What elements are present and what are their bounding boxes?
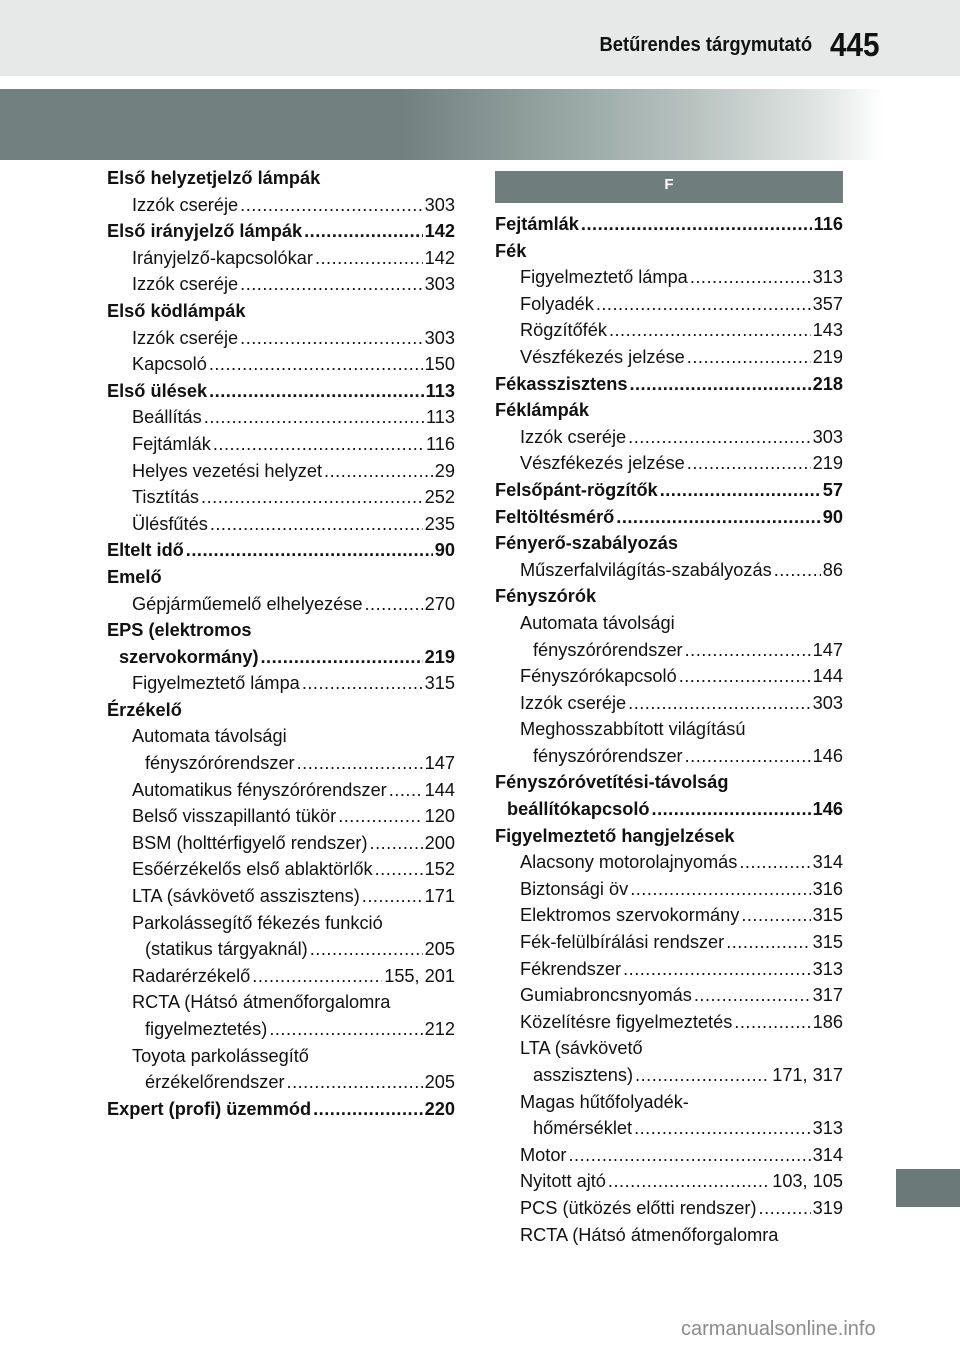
leader-dots	[240, 192, 423, 219]
leader-dots	[261, 644, 423, 671]
index-subentry	[495, 956, 843, 983]
leader-dots	[609, 317, 811, 344]
index-subentry	[107, 723, 455, 750]
index-subentry	[495, 1089, 843, 1116]
entry-page-ref: 90	[822, 506, 843, 527]
entry-term: Fékrendszer	[520, 958, 622, 979]
leader-dots	[209, 378, 424, 405]
entry-page-ref: 357	[812, 293, 843, 314]
leader-dots	[628, 690, 811, 717]
entry-page-ref: 90	[434, 540, 455, 561]
entry-page-ref: 235	[424, 513, 455, 534]
entry-term: Nyitott ajtó	[520, 1171, 606, 1192]
entry-term: Automata távolsági	[132, 726, 287, 747]
entry-term: Rögzítőfék	[520, 320, 607, 341]
index-subentry	[495, 637, 843, 664]
entry-term: Eltelt idő	[107, 540, 184, 561]
index-heading	[495, 823, 843, 850]
index-heading	[107, 1096, 455, 1123]
entry-term: BSM (holttérfigyelő rendszer)	[132, 832, 368, 853]
entry-term: Vészfékezés jelzése	[520, 453, 685, 474]
index-subentry	[107, 192, 455, 219]
entry-term: beállítókapcsoló	[507, 799, 650, 820]
leader-dots	[338, 803, 422, 830]
index-subentry	[495, 557, 843, 584]
leader-dots	[634, 1115, 811, 1142]
leader-dots	[726, 929, 810, 956]
entry-page-ref: 116	[426, 433, 455, 454]
entry-term: LTA (sávkövető	[520, 1038, 643, 1059]
index-heading	[495, 530, 843, 557]
index-subentry	[107, 351, 455, 378]
entry-page-ref: 317	[812, 985, 843, 1006]
index-subentry	[107, 404, 455, 431]
entry-page-ref: 147	[424, 753, 455, 774]
index-subentry	[495, 1009, 843, 1036]
index-subentry	[107, 271, 455, 298]
index-subentry	[107, 511, 455, 538]
entry-term: EPS (elektromos	[107, 620, 252, 641]
leader-dots	[269, 1016, 422, 1043]
entry-page-ref: 155, 201	[384, 965, 455, 986]
entry-term: Gépjárműemelő elhelyezése	[132, 593, 363, 614]
index-heading	[495, 769, 843, 796]
entry-term: Esőérzékelős első ablaktörlők	[132, 859, 373, 880]
leader-dots	[210, 511, 423, 538]
entry-page-ref: 152	[424, 859, 455, 880]
entry-page-ref: 116	[813, 214, 843, 234]
index-subentry	[107, 803, 455, 830]
entry-term: Automatikus fényszórórendszer	[132, 779, 387, 800]
index-subentry	[495, 424, 843, 451]
index-subentry	[495, 1142, 843, 1169]
entry-page-ref: 315	[812, 905, 843, 926]
entry-page-ref: 171, 317	[772, 1065, 843, 1085]
index-subentry	[495, 1035, 843, 1062]
leader-dots	[687, 344, 811, 371]
index-subentry	[107, 431, 455, 458]
index-subentry	[495, 716, 843, 743]
entry-term: Közelítésre figyelmeztetés	[520, 1011, 733, 1032]
entry-term: Első ködlámpák	[107, 300, 246, 321]
leader-dots	[313, 1096, 423, 1123]
entry-page-ref: 57	[822, 479, 843, 500]
leader-dots	[623, 956, 811, 983]
decorative-gradient-band	[0, 89, 960, 160]
index-subentry	[107, 883, 455, 910]
leader-dots	[213, 431, 424, 458]
entry-term: LTA (sávkövető asszisztens)	[132, 886, 360, 907]
leader-dots	[608, 1168, 770, 1195]
index-subentry	[107, 777, 455, 804]
leader-dots	[310, 936, 423, 963]
index-subentry	[495, 982, 843, 1009]
entry-page-ref: 303	[424, 327, 455, 348]
index-subentry	[107, 856, 455, 883]
entry-term: Expert (profi) üzemmód	[107, 1098, 312, 1119]
entry-page-ref: 303	[812, 426, 843, 447]
entry-term: Fényszórók	[495, 586, 597, 607]
index-subentry	[107, 1016, 455, 1043]
index-heading	[107, 378, 455, 405]
entry-page-ref: 219	[424, 646, 455, 667]
entry-term: Automata távolsági	[520, 612, 675, 633]
leader-dots	[209, 351, 423, 378]
leader-dots	[389, 777, 423, 804]
entry-term: Vészfékezés jelzése	[520, 346, 685, 367]
entry-page-ref: 212	[424, 1019, 455, 1039]
entry-term: Figyelmeztető lámpa	[132, 673, 300, 694]
index-subentry	[107, 989, 455, 1016]
index-subentry	[107, 936, 455, 963]
index-column-right	[495, 171, 843, 1248]
entry-term: Első irányjelző lámpák	[107, 221, 303, 242]
index-heading	[495, 238, 843, 265]
leader-dots	[596, 291, 811, 318]
entry-page-ref: 200	[424, 832, 455, 853]
index-subentry	[107, 591, 455, 618]
index-subentry	[495, 663, 843, 690]
entry-term: Érzékelő	[107, 699, 182, 720]
entry-term: Helyes vezetési helyzet	[132, 460, 323, 481]
entry-term: Kapcsoló	[132, 354, 207, 375]
entry-page-ref: 252	[424, 487, 455, 508]
leader-dots	[304, 218, 423, 245]
entry-page-ref: 316	[812, 878, 843, 899]
index-subentry	[495, 1222, 843, 1249]
index-heading	[107, 165, 455, 192]
leader-dots	[362, 883, 423, 910]
leader-dots	[652, 796, 811, 823]
entry-term: figyelmeztetés)	[145, 1019, 268, 1039]
index-subentry	[107, 458, 455, 485]
leader-dots	[630, 876, 810, 903]
index-list-f	[495, 211, 843, 1248]
leader-dots	[774, 557, 821, 584]
entry-page-ref: 142	[424, 247, 455, 268]
leader-dots	[679, 663, 811, 690]
leader-dots	[240, 271, 423, 298]
index-heading	[107, 298, 455, 325]
leader-dots	[685, 743, 811, 770]
entry-page-ref: 314	[812, 1144, 843, 1165]
index-subentry	[495, 317, 843, 344]
index-subentry	[495, 690, 843, 717]
entry-term: Fejtámlák	[495, 214, 579, 234]
index-heading	[107, 537, 455, 564]
entry-term: Folyadék	[520, 293, 594, 314]
entry-term: Fényerő-szabályozás	[495, 533, 678, 554]
entry-page-ref: 313	[812, 267, 843, 288]
entry-page-ref: 113	[425, 380, 455, 401]
entry-term: Emelő	[107, 566, 162, 587]
index-heading	[495, 211, 843, 238]
running-title: Betűrendes tárgymutató	[599, 34, 812, 56]
index-subentry	[107, 245, 455, 272]
index-subentry	[495, 610, 843, 637]
index-heading	[495, 397, 843, 424]
leader-dots	[734, 1009, 810, 1036]
entry-page-ref: 219	[812, 346, 843, 367]
index-column-left	[107, 165, 455, 1122]
entry-term: Fék	[495, 240, 527, 261]
entry-term: Gumiabroncsnyomás	[520, 985, 692, 1006]
index-subentry	[495, 1195, 843, 1222]
entry-page-ref: 171	[424, 886, 455, 907]
leader-dots	[690, 264, 811, 291]
entry-page-ref: 86	[822, 559, 843, 580]
entry-term: Tisztítás	[132, 487, 200, 508]
watermark: carmanualsonline.info	[681, 1318, 876, 1340]
index-subentry	[107, 830, 455, 857]
entry-page-ref: 142	[424, 221, 455, 242]
index-subentry	[107, 1043, 455, 1070]
leader-dots	[685, 637, 811, 664]
index-subentry	[107, 963, 455, 990]
entry-term: Izzók cseréje	[132, 274, 239, 295]
entry-term: Ülésfűtés	[132, 513, 208, 534]
index-heading	[495, 796, 843, 823]
index-heading	[107, 218, 455, 245]
index-subentry	[495, 1115, 843, 1142]
entry-page-ref: 144	[424, 779, 455, 800]
entry-term: Izzók cseréje	[132, 327, 239, 348]
index-subentry	[495, 743, 843, 770]
entry-page-ref: 270	[424, 593, 455, 614]
entry-term: Fékasszisztens	[495, 373, 628, 394]
entry-term: Elektromos szervokormány	[520, 905, 740, 926]
index-subentry	[495, 1168, 843, 1195]
index-subentry	[107, 910, 455, 937]
entry-term: Felsőpánt-rögzítők	[495, 479, 658, 500]
leader-dots	[581, 211, 812, 238]
index-subentry	[495, 1062, 843, 1089]
leader-dots	[759, 1195, 811, 1222]
entry-term: Izzók cseréje	[520, 426, 627, 447]
entry-term: asszisztens)	[533, 1065, 634, 1085]
entry-page-ref: 103, 105	[772, 1171, 843, 1192]
page-header-band	[0, 0, 960, 76]
index-subentry	[107, 325, 455, 352]
index-subentry	[107, 670, 455, 697]
section-thumb-tab	[896, 1169, 960, 1207]
leader-dots	[616, 504, 821, 531]
entry-page-ref: 205	[424, 1072, 455, 1093]
entry-term: Irányjelző-kapcsolókar	[132, 247, 313, 268]
leader-dots	[186, 537, 433, 564]
entry-term: Fényszórókapcsoló	[520, 666, 677, 687]
entry-page-ref: 120	[424, 806, 455, 827]
section-letter-header: F	[495, 171, 843, 203]
leader-dots	[370, 830, 423, 857]
leader-dots	[302, 670, 423, 697]
entry-page-ref: 186	[812, 1011, 843, 1032]
entry-page-ref: 218	[812, 373, 843, 394]
entry-page-ref: 144	[812, 666, 843, 687]
entry-page-ref: 303	[812, 692, 843, 713]
entry-term: fényszórórendszer	[533, 639, 683, 660]
entry-term: Figyelmeztető lámpa	[520, 267, 688, 288]
entry-page-ref: 313	[812, 1118, 843, 1139]
index-subentry	[107, 750, 455, 777]
entry-page-ref: 315	[424, 673, 455, 694]
entry-term: Alacsony motorolajnyomás	[520, 852, 738, 873]
entry-page-ref: 113	[426, 407, 455, 428]
entry-term: PCS (ütközés előtti rendszer)	[520, 1197, 757, 1218]
entry-page-ref: 143	[812, 320, 843, 341]
leader-dots	[240, 325, 423, 352]
leader-dots	[569, 1142, 811, 1169]
leader-dots	[297, 750, 423, 777]
entry-term: Beállítás	[132, 407, 202, 428]
entry-page-ref: 303	[424, 274, 455, 295]
entry-page-ref: 313	[812, 958, 843, 979]
entry-term: Belső visszapillantó tükör	[132, 806, 337, 827]
entry-term: Első helyzetjelző lámpák	[107, 168, 321, 188]
entry-page-ref: 146	[812, 799, 843, 820]
index-heading	[495, 504, 843, 531]
entry-page-ref: 220	[424, 1098, 455, 1119]
entry-term: Parkolássegítő fékezés funkció	[132, 912, 383, 933]
entry-page-ref: 315	[812, 932, 843, 953]
entry-page-ref: 29	[434, 460, 455, 481]
leader-dots	[635, 1062, 770, 1089]
index-subentry	[495, 450, 843, 477]
index-subentry	[107, 484, 455, 511]
entry-term: hőmérséklet	[533, 1118, 633, 1139]
leader-dots	[741, 902, 810, 929]
entry-term: Toyota parkolássegítő	[132, 1045, 309, 1066]
entry-term: érzékelőrendszer	[145, 1072, 285, 1093]
entry-page-ref: 314	[812, 852, 843, 873]
index-heading	[495, 583, 843, 610]
leader-dots	[201, 484, 423, 511]
leader-dots	[365, 591, 423, 618]
entry-page-ref: 319	[812, 1197, 843, 1218]
entry-term: Biztonsági öv	[520, 878, 629, 899]
entry-term: Izzók cseréje	[520, 692, 627, 713]
page-number: 445	[830, 26, 880, 63]
index-heading	[107, 697, 455, 724]
leader-dots	[694, 982, 811, 1009]
index-heading	[495, 477, 843, 504]
index-heading	[107, 564, 455, 591]
entry-term: Első ülések	[107, 380, 208, 401]
leader-dots	[287, 1069, 423, 1096]
index-heading	[107, 644, 455, 671]
entry-term: Műszerfalvilágítás-szabályozás	[520, 559, 772, 580]
leader-dots	[324, 458, 433, 485]
entry-page-ref: 146	[812, 745, 843, 766]
entry-term: Magas hűtőfolyadék-	[520, 1091, 689, 1112]
leader-dots	[739, 849, 810, 876]
entry-page-ref: 205	[424, 939, 455, 960]
leader-dots	[375, 856, 423, 883]
entry-page-ref: 150	[424, 354, 455, 375]
entry-term: Motor	[520, 1144, 567, 1165]
leader-dots	[252, 963, 382, 990]
entry-term: Féklámpák	[495, 400, 590, 421]
index-subentry	[495, 344, 843, 371]
entry-term: fényszórórendszer	[145, 753, 295, 774]
entry-term: Fék-felülbírálási rendszer	[520, 932, 725, 953]
index-subentry	[107, 1069, 455, 1096]
entry-term: RCTA (Hátsó átmenőforgalomra	[520, 1224, 779, 1245]
leader-dots	[315, 245, 423, 272]
entry-term: Fejtámlák	[132, 433, 211, 454]
entry-page-ref: 219	[812, 453, 843, 474]
index-subentry	[495, 264, 843, 291]
index-heading	[495, 371, 843, 398]
entry-term: Izzók cseréje	[132, 194, 239, 215]
leader-dots	[204, 404, 424, 431]
entry-page-ref: 303	[424, 194, 455, 215]
entry-term: fényszórórendszer	[533, 745, 683, 766]
entry-term: RCTA (Hátsó átmenőforgalomra	[132, 992, 391, 1013]
leader-dots	[628, 424, 811, 451]
index-heading	[107, 617, 455, 644]
index-subentry	[495, 291, 843, 318]
entry-term: Fényszóróvetítési-távolság	[495, 772, 729, 793]
entry-term: Figyelmeztető hangjelzések	[495, 825, 735, 846]
entry-page-ref: 147	[812, 639, 843, 660]
entry-term: Meghosszabbított világítású	[520, 719, 746, 740]
leader-dots	[660, 477, 821, 504]
index-subentry	[495, 849, 843, 876]
index-subentry	[495, 876, 843, 903]
entry-term: Feltöltésmérő	[495, 506, 615, 527]
index-subentry	[495, 902, 843, 929]
leader-dots	[629, 371, 810, 398]
entry-term: (statikus tárgyaknál)	[145, 939, 308, 960]
leader-dots	[687, 450, 811, 477]
entry-term: Radarérzékelő	[132, 965, 251, 986]
entry-term: szervokormány)	[119, 646, 259, 667]
index-subentry	[495, 929, 843, 956]
